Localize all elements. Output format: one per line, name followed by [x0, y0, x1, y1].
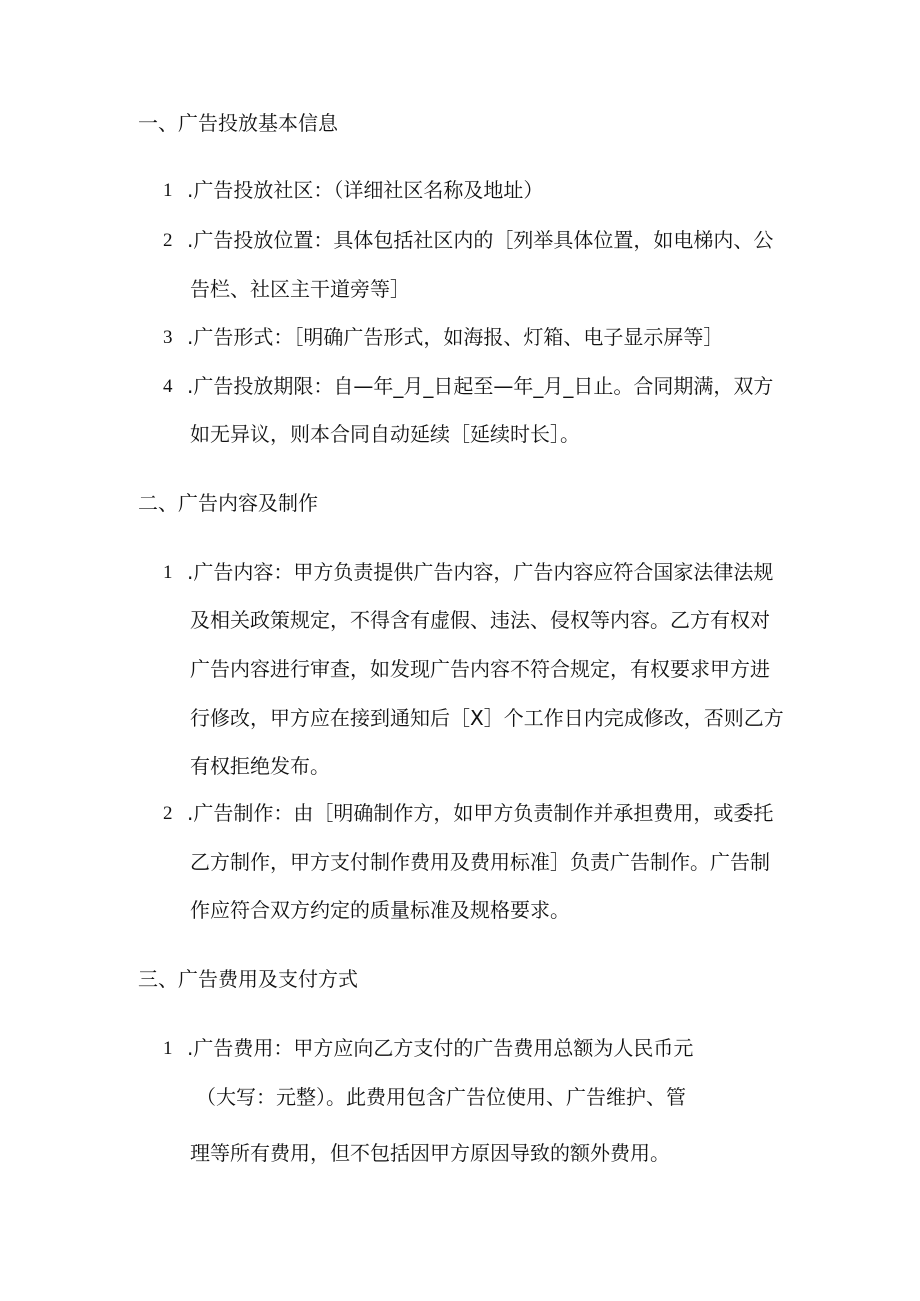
item-text-line: 及相关政策规定，不得含有虚假、违法、侵权等内容。乙方有权对	[190, 608, 770, 632]
item-text-line: 告栏、社区主干道旁等］	[190, 277, 410, 301]
item-text-line: 乙方制作，甲方支付制作费用及费用标准］负责广告制作。广告制	[190, 850, 770, 874]
item-text-line: .广告制作：由［明确制作方，如甲方负责制作并承担费用，或委托	[187, 801, 774, 825]
item-number: 4	[163, 376, 173, 397]
item-text-line: .广告投放期限：自—年_月_日起至—年_月_日止。合同期满，双方	[187, 374, 774, 398]
item-text-line: .广告投放社区：（详细社区名称及地址）	[187, 178, 544, 202]
item-text-line: 作应符合双方约定的质量标准及规格要求。	[190, 898, 570, 922]
item-text-line: 行修改，甲方应在接到通知后［X］个工作日内完成修改，否则乙方	[190, 706, 784, 730]
item-number: 1	[163, 180, 173, 201]
item-text-line: 广告内容进行审查，如发现广告内容不符合规定，有权要求甲方进	[190, 657, 770, 681]
item-number: 1	[163, 1038, 173, 1059]
item-text-line: .广告投放位置：具体包括社区内的［列举具体位置，如电梯内、公	[187, 228, 774, 252]
section-heading-1: 一、广告投放基本信息	[138, 111, 338, 135]
section-heading-2: 二、广告内容及制作	[138, 491, 318, 515]
item-text-line: .广告形式：［明确广告形式，如海报、灯箱、电子显示屏等］	[187, 325, 724, 349]
item-number: 2	[163, 803, 173, 824]
item-text-line: .广告内容：甲方负责提供广告内容，广告内容应符合国家法律法规	[187, 560, 774, 584]
item-text-line: 如无异议，则本合同自动延续［延续时长］。	[190, 422, 580, 446]
item-text-line: 有权拒绝发布。	[190, 754, 330, 778]
item-text-line: .广告费用：甲方应向乙方支付的广告费用总额为人民币元	[187, 1036, 694, 1060]
section-heading-3: 三、广告费用及支付方式	[138, 967, 358, 991]
item-text-line: （大写：元整）。此费用包含广告位使用、广告维护、管	[196, 1085, 686, 1109]
item-number: 2	[163, 230, 173, 251]
item-text-line: 理等所有费用，但不包括因甲方原因导致的额外费用。	[190, 1141, 670, 1165]
item-number: 3	[163, 327, 173, 348]
item-number: 1	[163, 562, 173, 583]
